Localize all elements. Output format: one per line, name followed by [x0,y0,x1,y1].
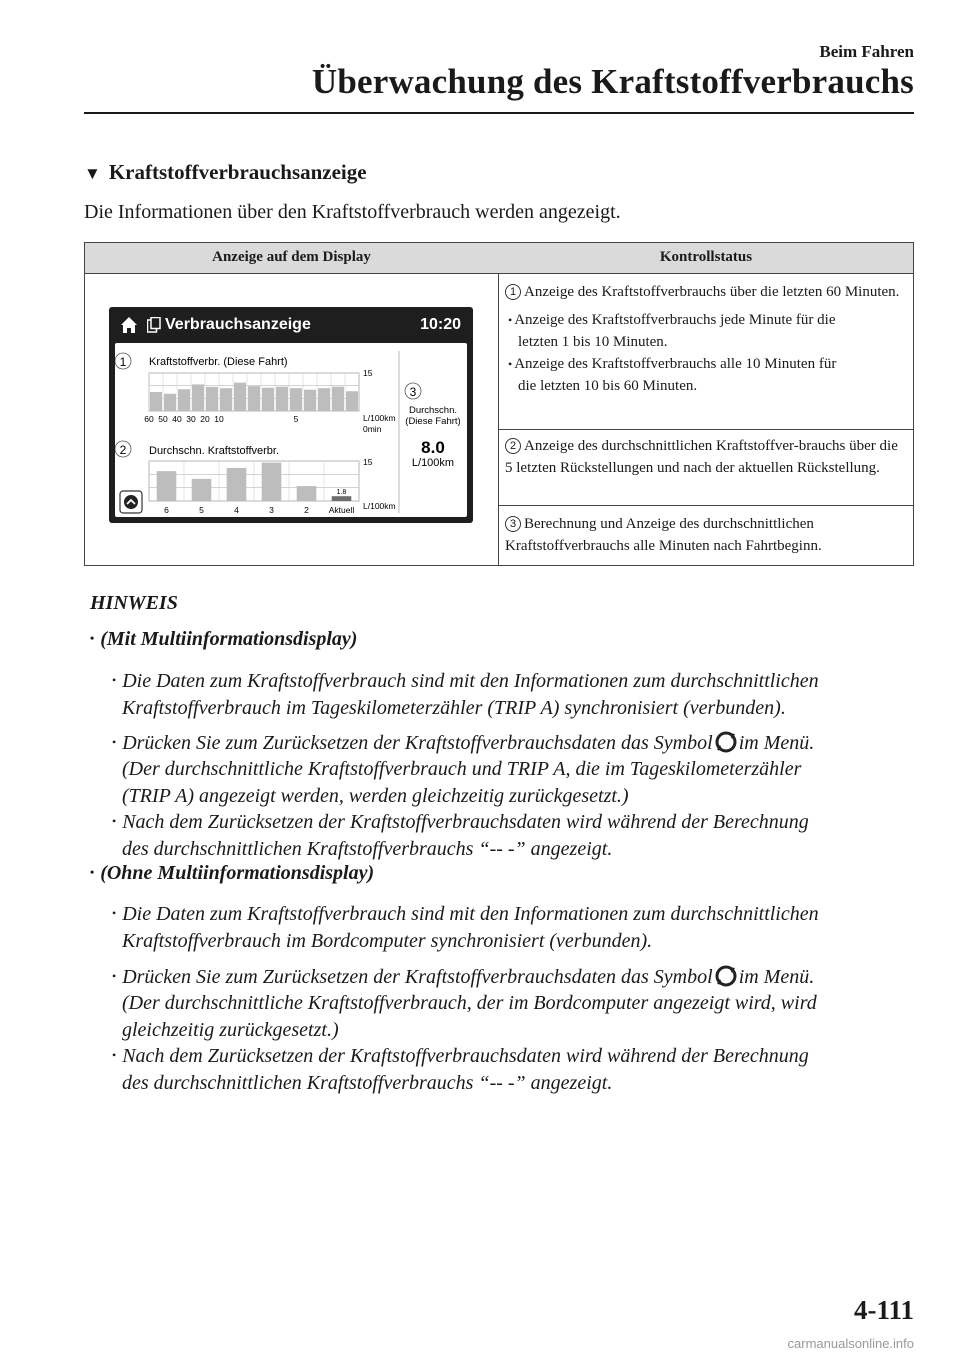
table-header-display: Anzeige auf dem Display [212,249,371,265]
status-text-2: Anzeige des durchschnittlichen Kraftstoffver-brauchs über die 5 letzten Rückstellungen und nach der aktuellen Rückstellung. [505,438,898,476]
note-g2-b1-line1: • Die Daten zum Kraftstoffverbrauch sind mit den Informationen zum durchschnittlichen [112,903,819,925]
bullet-icon: • [112,969,117,983]
status-text-3: Berechnung und Anzeige des durchschnittlichen Kraftstoffverbrauchs alle Minuten nach Fahrtbeginn. [505,516,822,554]
chart1-bar [234,383,246,411]
note-g1-b3-line1: • Nach dem Zurücksetzen der Kraftstoffverbrauchsdaten wird während der Berechnung [112,811,809,833]
chart2-x-tick: 5 [199,505,204,515]
status-bullet-1b-cont: die letzten 10 bis 60 Minuten. [518,378,698,394]
bullet-icon: • [508,313,513,327]
bullet-icon: • [90,865,95,879]
bullet-icon: • [112,906,117,920]
avg-unit: L/100km [411,457,455,469]
chart1-x-tick: 50 [158,414,168,424]
marker-2-label: 2 [119,443,127,457]
chart1-x-tick: 60 [144,414,154,424]
fuel-charts [115,343,467,517]
section-heading [84,160,367,185]
info-table [84,242,914,566]
status-cell-3 [505,513,907,557]
chart1-bar [164,394,176,411]
note-g2-b3-line2: des durchschnittlichen Kraftstoffverbrauchs “-- -” angezeigt. [122,1072,613,1094]
chart2-ymax: 15 [363,457,373,467]
screen-time: 10:20 [420,316,461,333]
page-title: Überwachung des Kraftstoffverbrauchs [311,62,914,101]
marker-1-label: 1 [119,355,127,369]
chart2-x-tick: Aktuell [328,505,355,515]
status-bullet-1b: Anzeige des Kraftstoffverbrauchs alle 10 Minuten für [514,356,837,372]
intro-text: Die Informationen über den Kraftstoffverbrauch werden angezeigt. [84,201,621,223]
table-row-divider [499,429,913,430]
chart2-x-tick: 4 [234,505,239,515]
status-bullet-1a: Anzeige des Kraftstoffverbrauchs jede Minute für die [514,312,836,328]
section-heading-text: Kraftstoffverbrauchsanzeige [108,160,367,184]
header-section-label: Beim Fahren [819,42,914,61]
triangle-down-icon: ▼ [84,164,101,183]
bullet-icon: • [112,814,117,828]
screen-title-bar [109,307,473,343]
note-g1-b2-line1: • Drücken Sie zum Zurücksetzen der Kraftstoffverbrauchsdaten das Symbol im Menü. [112,732,815,754]
chart1-bar [248,386,260,411]
status-cell-1 [505,281,907,397]
chart2-bar [192,479,212,501]
chart1-bar [262,388,274,411]
chart1-bar [178,389,190,411]
table-header [85,243,913,274]
note-group2-title: • (Ohne Multiinformationsdisplay) [90,862,375,884]
circled-number-1: 1 [505,284,521,300]
display-screen [109,307,473,523]
status-text-1: Anzeige des Kraftstoffverbrauchs über die letzten 60 Minuten. [524,284,900,300]
document-icon [147,317,161,333]
chart2-current-value: 1.8 [336,489,347,497]
bullet-icon: • [112,735,117,749]
avg-label-line1: Durchschn. [408,405,458,416]
chart1-unit: L/100km [363,413,396,423]
chart2-unit: L/100km [363,501,396,511]
screen-title: Verbrauchsanzeige [165,316,311,333]
chart1-bar [276,387,288,411]
home-icon [119,315,139,335]
note-title: HINWEIS [90,592,178,614]
chart1-bar [346,391,358,411]
chart2-bar [157,471,177,501]
chart1-x-tick: 5 [293,414,299,424]
chart1-ymax: 15 [363,368,373,378]
chart1-bar [332,387,344,411]
bullet-icon: • [112,1048,117,1062]
chart2-x-tick: 6 [164,505,169,515]
note-g2-b2-line3: gleichzeitig zurückgesetzt.) [122,1019,339,1041]
chart1-bar [318,388,330,411]
reset-icon [715,731,737,753]
reset-icon [124,495,138,509]
chart2-title: Durchschn. Kraftstoffverbr. [149,445,280,457]
chart1-zero-label: 0min [363,424,382,434]
note-g2-b1-line2: Kraftstoffverbrauch im Bordcomputer synchronisiert (verbunden). [122,930,653,952]
header-rule [84,112,914,114]
note-g1-b2-line3: (TRIP A) angezeigt werden, werden gleichzeitig zurückgesetzt.) [122,785,629,807]
note-group1-title: • (Mit Multiinformationsdisplay) [90,628,358,650]
chart1-bar [206,387,218,411]
chart1-x-tick: 20 [200,414,210,424]
table-header-status: Kontrollstatus [659,249,753,265]
chart2-bar [297,486,317,501]
table-row-divider [499,505,913,506]
chart2-bar-current [332,496,352,501]
note-g1-b3-line2: des durchschnittlichen Kraftstoffverbrauchs “-- -” angezeigt. [122,838,613,860]
chart2-x-tick: 3 [269,505,274,515]
circled-number-3: 3 [505,516,521,532]
chart-average [149,461,359,515]
bullet-icon: • [90,631,95,645]
chart1-bar [220,388,232,411]
status-cell-2 [505,435,907,479]
table-column-divider [498,273,499,565]
page-number: 4-111 [853,1295,914,1325]
chart2-bar [227,468,247,501]
marker-3-label: 3 [409,385,417,399]
chart1-title: Kraftstoffverbr. (Diese Fahrt) [149,356,288,368]
screen-body [115,343,467,517]
chart1-bar [192,384,204,411]
chart1-bar [304,390,316,411]
status-bullet-1a-cont: letzten 1 bis 10 Minuten. [518,334,668,350]
chart2-x-tick: 2 [304,505,309,515]
bullet-icon: • [508,357,513,371]
note-g1-b1-line1: • Die Daten zum Kraftstoffverbrauch sind mit den Informationen zum durchschnittlichen [112,670,819,692]
note-g1-b1-line2: Kraftstoffverbrauch im Tageskilometerzähler (TRIP A) synchronisiert (verbunden). [122,697,786,719]
chart-this-trip [144,373,359,424]
circled-number-2: 2 [505,438,521,454]
chart1-bar [150,392,162,411]
note-g2-b2-line2: (Der durchschnittliche Kraftstoffverbrauch, der im Bordcomputer angezeigt wird, wird [122,992,817,1014]
note-g2-b3-line1: • Nach dem Zurücksetzen der Kraftstoffverbrauchsdaten wird während der Berechnung [112,1045,809,1067]
avg-label-line2: (Diese Fahrt) [405,416,461,427]
note-g1-b2-line2: (Der durchschnittliche Kraftstoffverbrauch und TRIP A, die im Tageskilometerzähler [122,758,802,780]
note-g2-b2-line1: • Drücken Sie zum Zurücksetzen der Kraftstoffverbrauchsdaten das Symbol im Menü. [112,966,815,988]
chart1-bar [290,388,302,411]
watermark: carmanualsonline.info [787,1336,914,1351]
bullet-icon: • [112,673,117,687]
chart1-x-tick: 10 [214,414,224,424]
chart1-x-tick: 40 [172,414,182,424]
avg-value: 8.0 [421,438,445,457]
chart1-x-tick: 30 [186,414,196,424]
chart2-bar [262,463,282,501]
reset-icon [715,965,737,987]
